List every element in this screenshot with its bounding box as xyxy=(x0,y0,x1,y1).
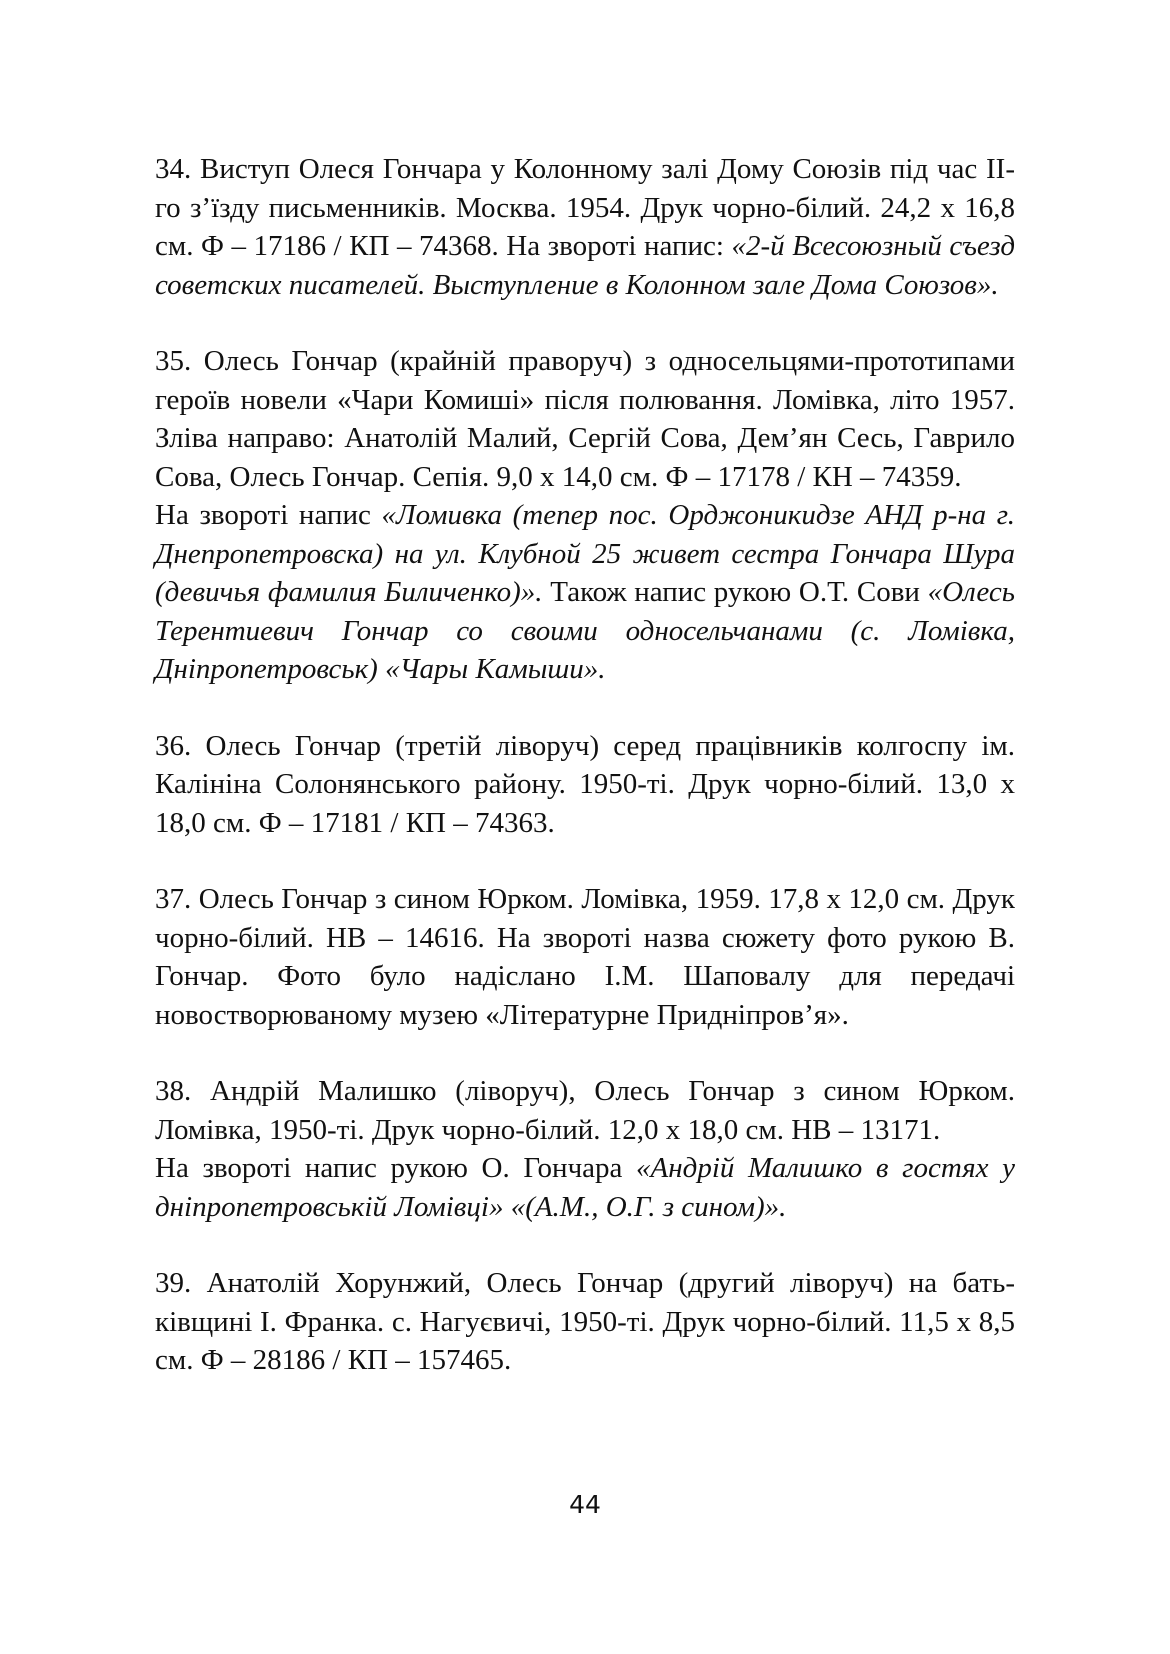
entry-38-text: 38. Андрій Малишко (ліворуч), Олесь Гончар з сином Юрком. Ломівка, 1950-ті. Друк чорно-білий. 12,0 х 18,0 см. НВ – 13171. xyxy=(155,1075,1015,1146)
catalog-entries xyxy=(155,150,1015,1418)
catalog-entry-35 xyxy=(155,342,1015,689)
entry-36-text: 36. Олесь Гончар (третій ліворуч) серед працівників колгоспу ім. Калініна Солонянського району. 1950-ті. Друк чорно-білий. 13,0 х 18,0 см. Ф – 17181 / КП – 74363. xyxy=(155,729,1015,839)
entry-34-text: 34. Виступ Олеся Гончара у Колонному залі Дому Союзів під час ІІ-го з’їзду письменників. Москва. 1954. Друк чорно-білий. 24,2 х 16,8 см. Ф – 17186 / КП – 74368. На звороті напис: xyxy=(155,153,1015,262)
entry-38-back-label: На звороті напис рукою О. Гончара xyxy=(155,1152,637,1184)
entry-35-inscription: «Ломивка (тепер пос. Орджоникидзе АНД р-на г. Днепропетровска) на ул. Клубной 25 живет сестра Гончара Шура (девичья фамилия Биличенко)». xyxy=(155,499,1015,608)
catalog-entry-37 xyxy=(155,880,1015,1034)
page-number: 44 xyxy=(569,1490,601,1519)
entry-35-also-label: Також напис рукою О.Т. Сови xyxy=(542,576,928,608)
catalog-entry-36 xyxy=(155,727,1015,843)
entry-35-back-label: На звороті напис xyxy=(155,499,382,531)
entry-34-inscription: «2-й Всесоюзный съезд советских писателей. Выступление в Колонном зале Дома Союзов». xyxy=(155,230,1015,301)
entry-35-text: 35. Олесь Гончар (крайній праворуч) з односельцями-прототипами героїв новели «Чари Комиші» після полювання. Ломівка, літо 1957. Зліва направо: Анатолій Малий, Сергій Сова, Дем’ян Сесь, Гаврило Сова, Олесь Гончар. Сепія. 9,0 х 14,0 см. Ф – 17178 / КН – 74359. xyxy=(155,345,1015,493)
catalog-entry-34 xyxy=(155,150,1015,304)
entry-38-inscription: «Андрій Малишко в гостях у дніпропетровській Ломівці» «(А.М., О.Г. з сином)». xyxy=(155,1152,1015,1223)
catalog-entry-39 xyxy=(155,1264,1015,1380)
entry-35-inscription-sova: «Олесь Терентиевич Гончар со своими односельчанами (с. Ломівка, Дніпропетровськ) «Чары Камыши». xyxy=(155,576,1015,685)
catalog-entry-38 xyxy=(155,1072,1015,1226)
entry-37-text: 37. Олесь Гончар з сином Юрком. Ломівка, 1959. 17,8 х 12,0 см. Друк чорно-білий. НВ – 14616. На звороті назва сюжету фото рукою В. Гончар. Фото було надіслано І.М. Шаповалу для передачі новостворюваному музею «Літературне Придніпров’я». xyxy=(155,883,1015,1031)
entry-39-text: 39. Анатолій Хорунжий, Олесь Гончар (другий ліворуч) на батьківщині І. Франка. с. Нагуєвичі, 1950-ті. Друк чорно-білий. 11,5 х 8,5 см. Ф – 28186 / КП – 157465. xyxy=(155,1267,1015,1376)
